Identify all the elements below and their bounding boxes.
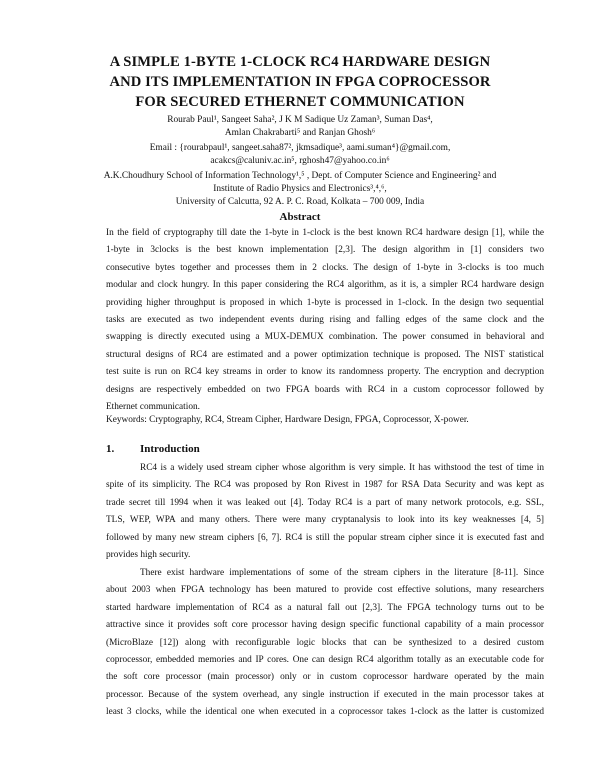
author-line: Rourab Paul¹, Sangeet Saha², J K M Sadique Uz Zaman³, Suman Das⁴, (167, 115, 433, 125)
abstract-line: 1-byte in 3clocks is the best known implementation [2,3]. The design algorithm in [1] considers two (106, 245, 544, 256)
intro-line: trade secret till 1994 when it was leaked out [4]. Today RC4 is a part of many network protocols, e.g. SSL, (106, 497, 544, 508)
intro-paragraph-2 (106, 565, 544, 722)
intro-line: RC4 is a widely used stream cipher whose algorithm is very simple. It has withstood the test of time in (140, 463, 544, 473)
intro-line: processor. Because of the system overhead, any single instruction if executed in the main processor takes at (106, 689, 544, 700)
affiliation-line: Institute of Radio Physics and Electronics³,⁴,⁶, (213, 184, 387, 194)
intro-line: about 2003 when FPGA technology has been matured to provide cost effective solutions, many researchers (106, 585, 544, 596)
section-title: Introduction (140, 443, 200, 455)
intro-line: provides high security. (106, 549, 191, 560)
affiliation-line: A.K.Choudhury School of Information Technology¹,⁵ , Dept. of Computer Science and Engineering² and (103, 171, 497, 181)
abstract-heading: Abstract (279, 211, 321, 223)
abstract-line: Ethernet communication. (106, 401, 200, 412)
title-line: FOR SECURED ETHERNET COMMUNICATION (135, 94, 465, 110)
intro-line: (MicroBlaze [12]) along with reconfigurable logic blocks that can be synthesized to a desired custom (106, 637, 544, 648)
title-line: AND ITS IMPLEMENTATION IN FPGA COPROCESSOR (109, 74, 491, 90)
intro-line: least 3 clocks, while the identical one when executed in a coprocessor takes 1-clock as the latter is customized (106, 707, 544, 718)
intro-line: TLS, WEP, WPA and many others. There were many cryptanalysis to look into its key weaknesses [4, 5] (106, 515, 544, 526)
intro-paragraph-1 (106, 460, 544, 564)
email-line: Email : {rourabpaul¹, sangeet.saha87², jkmsadique³, aami.suman⁴}@gmail.com, (149, 143, 451, 153)
author-line: Amlan Chakrabarti⁵ and Ranjan Ghosh⁶ (224, 128, 376, 138)
email-block (60, 142, 540, 168)
intro-line: started hardware implementation of RC4 as a natural fall out [2,3]. The FPGA technology turns out to be (106, 602, 544, 613)
intro-line: spite of its simplicity. The RC4 was proposed by Ron Rivest in 1987 for RSA Data Security and was kept as (106, 480, 544, 491)
section-heading (106, 443, 200, 455)
affiliation-block (60, 170, 540, 209)
title-line: A SIMPLE 1-BYTE 1-CLOCK RC4 HARDWARE DESIGN (109, 54, 491, 70)
abstract-line: modular and clock hungry. In this paper considering the RC4 algorithm, as it is, a simpler RC4 hardware design (106, 280, 544, 291)
intro-line: followed by many new stream ciphers [6, 7]. RC4 is still the popular stream cipher since it is executed fast and (106, 532, 544, 543)
abstract-line: consecutive bytes together and processes them in 2 clocks. The design of 1-byte in 3-clocks is too much (106, 262, 544, 273)
abstract-body (106, 225, 544, 416)
abstract-line: designs are respectively embedded on two FPGA boards with RC4 in a custom coprocessor followed by (106, 384, 544, 395)
paper-title (60, 52, 540, 112)
intro-line: attractive since it provides soft core processor having design specific functional capability of a main processor (106, 620, 544, 631)
abstract-line: test suite is run on RC4 key streams in order to know its randomness property. The encryption and decryption (106, 367, 544, 378)
affiliation-line: University of Calcutta, 92 A. P. C. Road, Kolkata – 700 009, India (175, 197, 425, 207)
abstract-line: In the field of cryptography till date the 1-byte in 1-clock is the best known RC4 hardware design [1], while the (106, 228, 544, 238)
section-number: 1. (106, 443, 115, 455)
abstract-line: tasks are executed as two independent events during rising and falling edges of the same clock and the (106, 314, 544, 325)
intro-line: coprocessor, embedded memories and IP cores. One can design RC4 algorithm totally as an executable code for (106, 654, 544, 665)
keywords: Keywords: Cryptography, RC4, Stream Cipher, Hardware Design, FPGA, Coprocessor, X-power. (106, 415, 469, 425)
intro-line: the soft core processor (main processor) only or in custom coprocessor hardware operated by the main (106, 672, 544, 683)
abstract-line: providing higher throughput is proposed in which 1-byte is processed in 1-clock. In the design two sequential (106, 297, 544, 308)
abstract-line: structural designs of RC4 are estimated and a power optimization technique is proposed. The NIST statistical (106, 349, 544, 360)
abstract-line: swapping is directly executed using a MUX-DEMUX combination. The power consumed in behavioral and (106, 332, 544, 343)
email-line: acakcs@caluniv.ac.in⁵, rghosh47@yahoo.co.in⁶ (210, 156, 390, 166)
intro-line: There exist hardware implementations of some of the stream ciphers in the literature [8-11]. Since (140, 568, 544, 578)
author-list (60, 114, 540, 140)
